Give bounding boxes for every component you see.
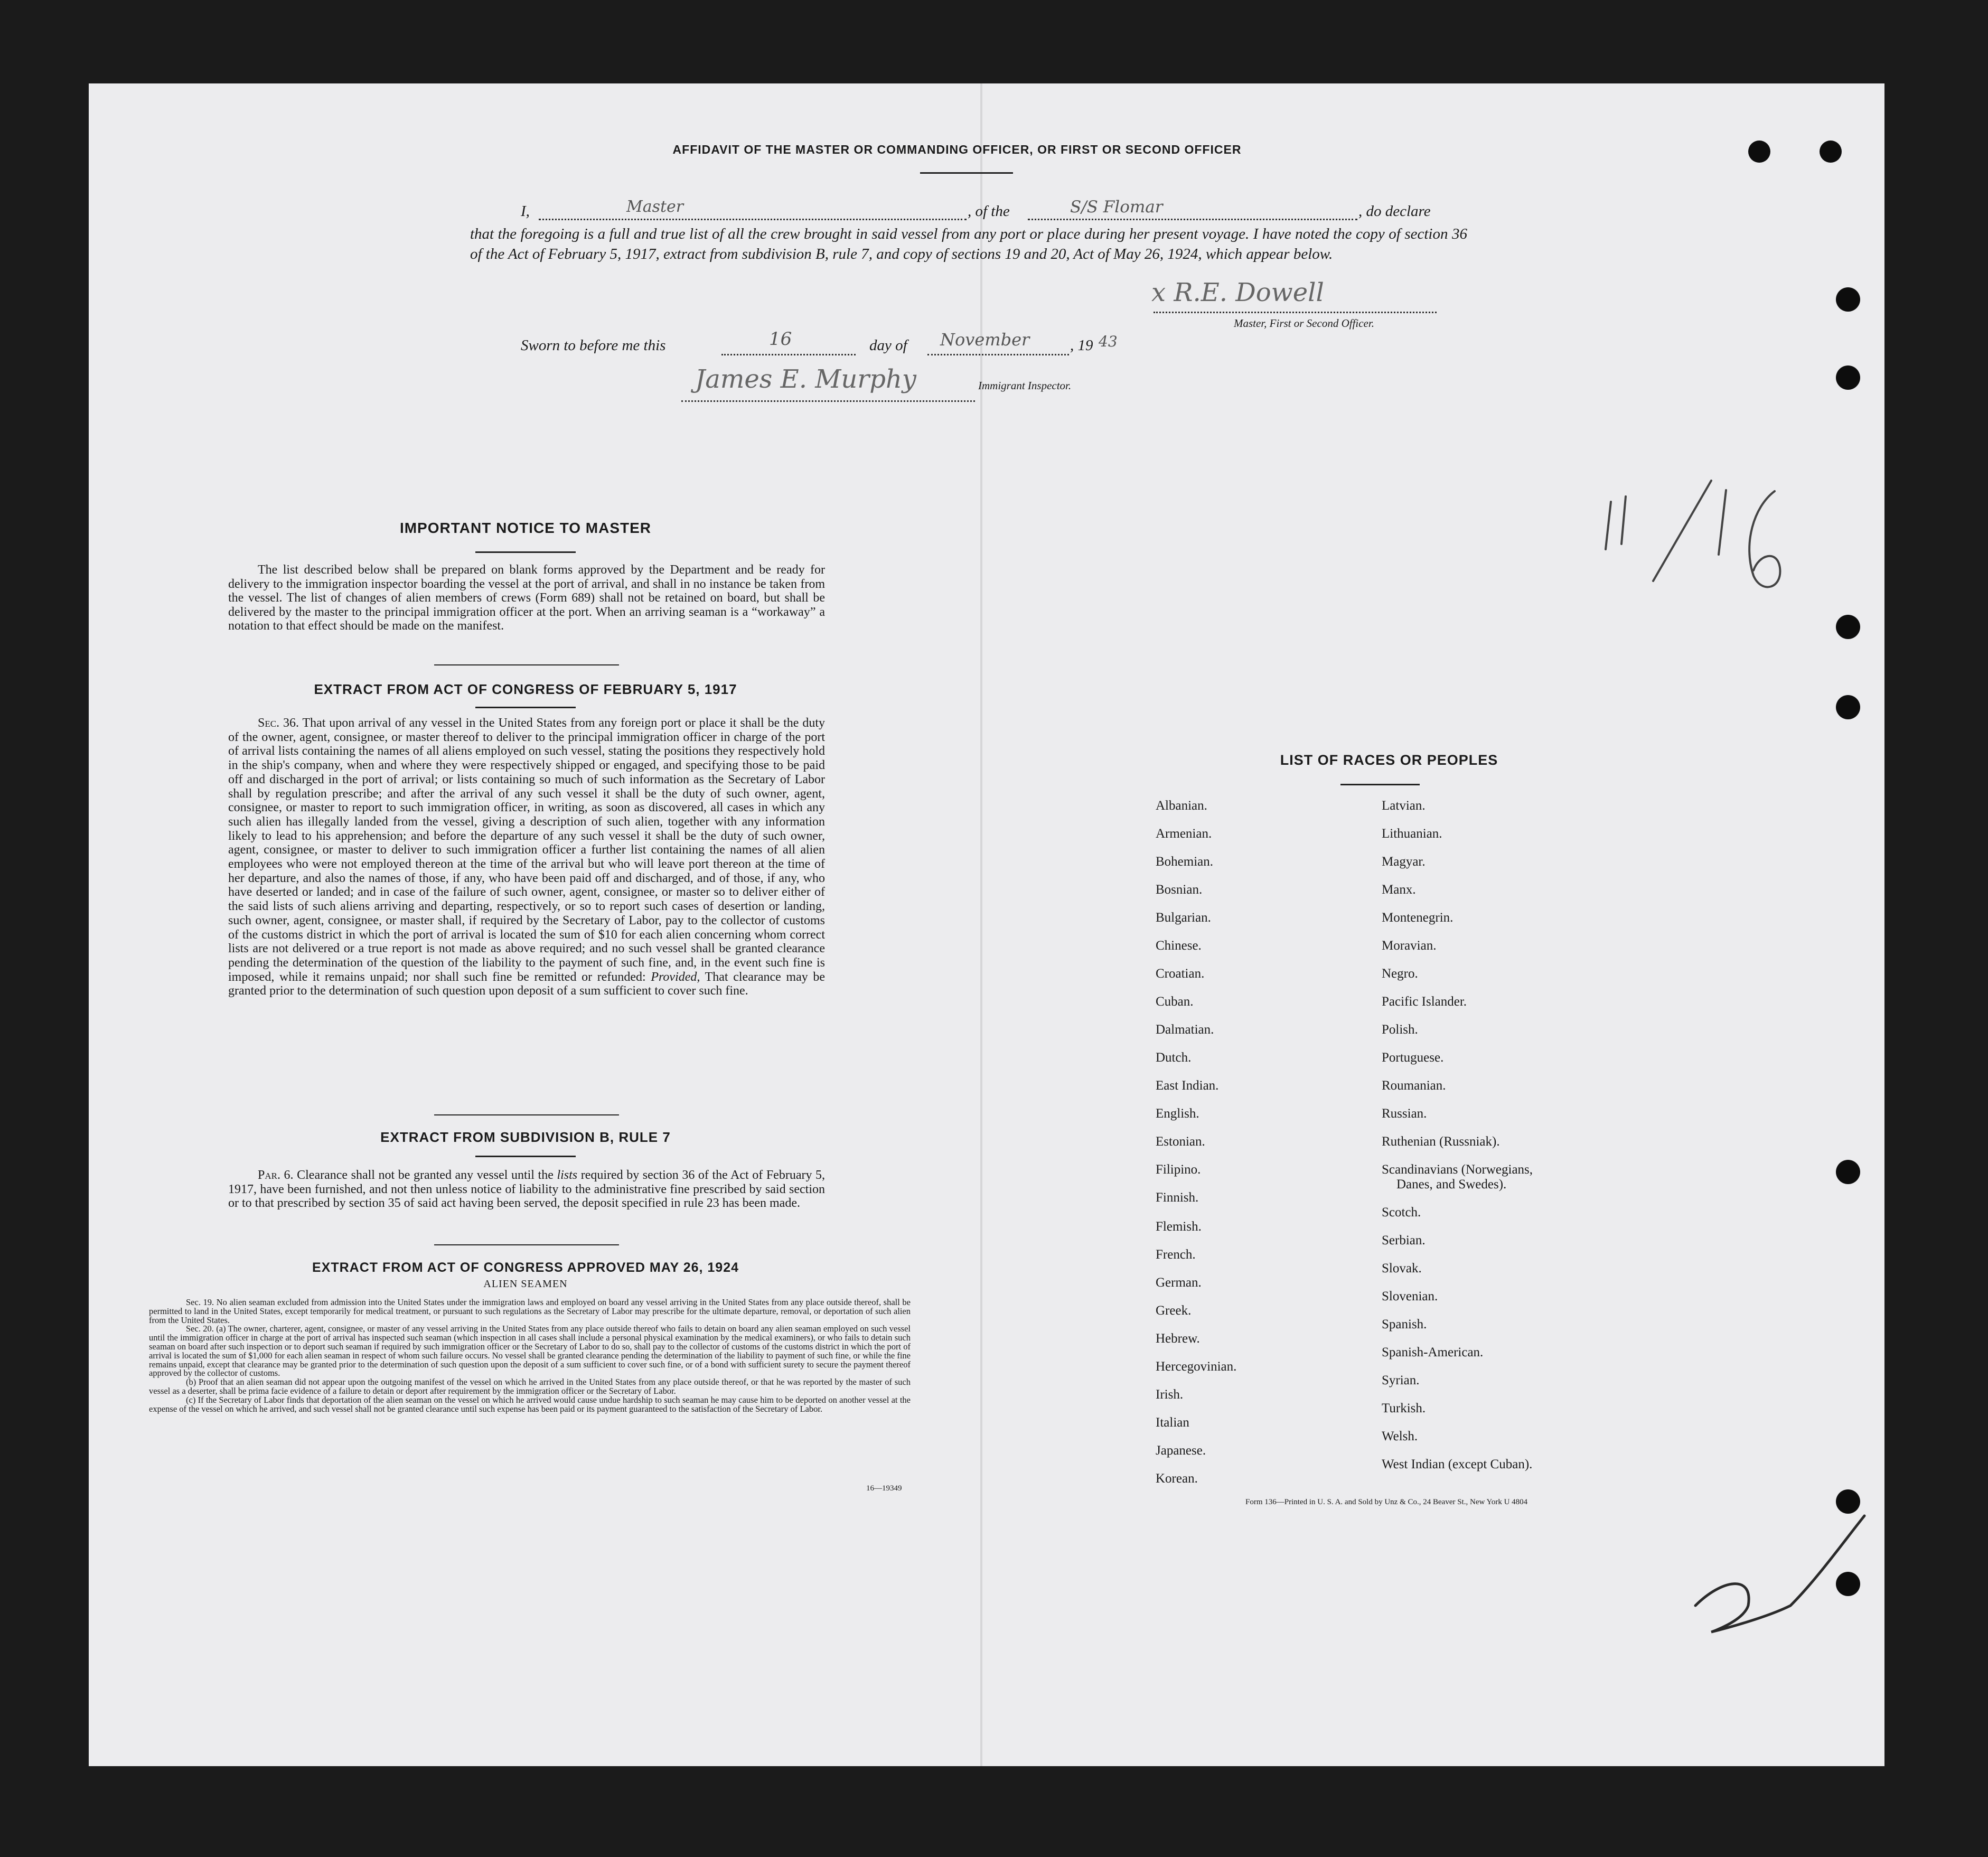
race-item: Scotch. [1382,1205,1421,1220]
section-rule [434,1244,619,1245]
vessel-handwritten: S/S Flomar [1070,198,1163,217]
race-item: Slovenian. [1382,1289,1438,1303]
race-item: Manx. [1382,883,1416,897]
name-dotted-line [539,219,967,220]
notice-title: IMPORTANT NOTICE TO MASTER [399,520,652,536]
section-36-text [228,716,825,998]
signature-line [1154,312,1437,313]
race-item: Dalmatian. [1156,1023,1214,1037]
notice-rule [475,551,576,553]
section-20a-text: Sec. 20. (a) The owner, charterer, agent, consignee, or master of any vessel arriving in the United States from any place outside thereof who fails to detain on board any alien seaman employed on such vessel until the immigration officer in charge at the port of arrival has inspected such seaman (which inspection in all cases shall include a personal physical examination by the medical examiners), or who fails to detain such seaman on board after such inspection or to deport such seaman if required by such immigration officer or the Secretary of Labor to do so, shall pay to the collector of customs of the customs district in which the port of arrival is located the sum of $1,000 for each alien seaman in respect of whom such failure occurs. No vessel shall be granted clearance pending the determination of the liability to payment of such fine, or while the fine remains unpaid, except that clearance may be granted prior to the determination of such question upon the deposit of a sum sufficient to cover such fine, or of a bond with sufficient surety to secure the payment thereof approved by the collector of customs. [149,1324,911,1378]
section-20b-text: (b) Proof that an alien seaman did not appear upon the outgoing manifest of the vessel on which he arrived in the United States from any place outside thereof, or that he was reported by the master of such vessel as a deserter, shall be prima facie evidence of a failure to detain or deport after requirement by the immigration officer or the Secretary of Labor. [149,1377,911,1396]
sworn-prefix: Sworn to before me this [521,337,666,354]
affidavit-body: that the foregoing is a full and true list of all the crew brought in said vessel from any port or place during her present voyage. I have noted the copy of section 36 of the Act of February 5, 1917, extract from subdivision B, rule 7, and copy of sections 19 and 20, Act of May 26, 1924, which appear below. [470,226,1467,262]
date-note-drawing [1600,475,1790,602]
race-item: Syrian. [1382,1373,1420,1387]
race-item: Bulgarian. [1156,911,1211,925]
section-rule [434,664,619,665]
race-item: Russian. [1382,1106,1427,1121]
alien-seamen-subtitle: ALIEN SEAMEN [483,1278,568,1290]
month-dotted-line [927,354,1069,355]
race-item: Montenegrin. [1382,911,1454,925]
label-of-the: , of the [968,203,1010,220]
race-item: Roumanian. [1382,1078,1446,1093]
race-item: Magyar. [1382,855,1426,869]
race-item: Italian [1156,1415,1189,1430]
punch-hole [1820,140,1842,163]
race-item: Japanese. [1156,1443,1206,1458]
race-item: Moravian. [1382,939,1437,953]
race-item: Ruthenian (Russniak). [1382,1134,1500,1149]
sworn-month: November [940,330,1030,350]
race-item: Welsh. [1382,1429,1418,1443]
punch-hole [1836,615,1860,639]
race-item: Irish. [1156,1387,1184,1402]
form-footer: Form 136—Printed in U. S. A. and Sold by Unz & Co., 24 Beaver St., New York U 4804 [1245,1498,1528,1506]
race-item: Albanian. [1156,799,1207,813]
sworn-year-prefix: , 19 [1070,337,1093,354]
sworn-year: 43 [1099,333,1118,350]
race-item: Turkish. [1382,1401,1426,1415]
punch-hole [1836,1160,1860,1184]
rule7-rule [475,1156,576,1157]
race-item: Cuban. [1156,995,1194,1009]
master-handwritten: Master [626,198,684,216]
label-i: I, [521,203,530,220]
race-item: Flemish. [1156,1220,1202,1234]
race-item: Greek. [1156,1303,1192,1318]
race-item: Slovak. [1382,1261,1422,1275]
extract-1917-rule [475,707,576,708]
inspector-line [681,400,975,402]
section-20c-text: (c) If the Secretary of Labor finds that deportation of the alien seaman on the vessel on which he arrived would cause undue hardship to such seaman he may cause him to be deported on another vessel at the expense of the vessel on which he arrived, and such vessel shall not be granted clearance until such expense has been paid or its payment guaranteed to the satisfaction of the Secretary of Labor. [149,1394,911,1414]
race-item: German. [1156,1275,1202,1290]
section-36-body: That upon arrival of any vessel in the United States from any foreign port or place it shall be the duty of the owner, agent, consignee, or master thereof to deliver to the principal immigration officer in charge of the port of arrival lists containing the names of all aliens employed on such vessel, stating the positions they respectively hold in the ship's company, when and where they were respectively shipped or engaged, and specifying those to be paid off and discharged in the port of arrival; or lists containing so much of such information as the Secretary of Labor shall by regulation prescribe; and after the arrival of any such vessel it shall be the duty of such owner, agent, consignee, or master to report to such immigration officer, in writing, as soon as discovered, all cases in which any such alien has illegally landed from the vessel, giving a description of such alien, together with any information likely to lead to his apprehension; and before the departure of any such vessel it shall be the duty of such owner, agent, consignee, or master to deliver to such immigration officer a further list containing the names of all alien employees who were not employed thereon at the time of the arrival but who will leave port thereon at the time of her departure, and also the names of those, if any, who have been paid off and discharged, and of those, if any, who have deserted or landed; and in case of the failure of such owner, agent, consignee, or master so to deliver either of the said lists of such aliens arriving and departing, respectively, or so to report such cases of desertion or landing, such owner, agent, consignee, or master shall, if required by the Secretary of Labor, pay to the collector of customs of the customs district in which the port of arrival is located the sum of $10 for each alien concerning whom correct lists are not delivered or a true report is not made as above required; and no such vessel shall be granted clearance pending the determination of the question of the liability to the payment of such fine, and, in the event such fine is imposed, while it remains unpaid; nor shall such fine be remitted or refunded: [228,716,825,984]
race-item: Scandinavians (Norwegians, [1382,1162,1533,1177]
par-6-body-a: Clearance shall not be granted any vessel until the [297,1168,554,1182]
race-item: Bosnian. [1156,883,1203,897]
race-item: Pacific Islander. [1382,995,1467,1009]
section-36-label: Sec. 36. [258,716,299,730]
corner-mark-drawing [1690,1500,1870,1648]
day-dotted-line [721,354,856,355]
date-note-text [1600,475,1601,476]
races-title: LIST OF RACES OR PEOPLES [1280,752,1498,768]
corner-mark-2 [1690,1500,1870,1650]
punch-hole [1836,695,1860,719]
sworn-day-of: day of [869,337,907,354]
label-do-declare: , do declare [1358,203,1431,220]
rule7-title: EXTRACT FROM SUBDIVISION B, RULE 7 [380,1129,671,1145]
race-item: English. [1156,1106,1199,1121]
race-item: Polish. [1382,1023,1418,1037]
race-item: Finnish. [1156,1190,1199,1205]
races-rule [1340,784,1420,785]
affidavit-line-1 [521,198,1466,224]
extract-1924-title: EXTRACT FROM ACT OF CONGRESS APPROVED MAY 26, 1924 [312,1260,739,1275]
sworn-day: 16 [769,329,792,350]
race-item: West Indian (except Cuban). [1382,1457,1533,1471]
race-item: Danes, and Swedes). [1396,1177,1507,1192]
section-19-20-text [149,1298,911,1413]
race-item: Negro. [1382,967,1418,981]
extract-1917-title: EXTRACT FROM ACT OF CONGRESS OF FEBRUARY 5, 1917 [314,681,737,697]
race-item: Bohemian. [1156,855,1214,869]
par-6-label: Par. 6. [258,1168,294,1182]
inspector-signature: James E. Murphy [695,364,916,394]
race-item: Armenian. [1156,827,1212,841]
race-item: Hebrew. [1156,1331,1200,1346]
race-item: Portuguese. [1382,1051,1444,1065]
race-item: Hercegovinian. [1156,1359,1237,1374]
vessel-dotted-line [1028,219,1357,220]
master-signature: x R.E. Dowell [1151,278,1324,307]
race-item: Dutch. [1156,1051,1192,1065]
paragraph-6-text [228,1168,825,1211]
lists-word: lists [557,1168,578,1182]
section-19-text: Sec. 19. No alien seaman excluded from admission into the United States under the immigration laws and employed on board any vessel arriving in the United States from any place outside thereof, shall be permitted to land in the United States, except temporarily for medical treatment, or pursuant to such regulations as the Secretary of Labor may prescribe for the ultimate departure, removal, or deportation of such alien from the United States. [149,1297,911,1325]
section-rule [434,1114,619,1115]
race-item: Spanish-American. [1382,1345,1484,1359]
race-item: Spanish. [1382,1317,1427,1331]
race-item: Latvian. [1382,799,1426,813]
inspector-caption: Immigrant Inspector. [978,379,1072,392]
provided-word: Provided, [651,970,700,984]
signature-caption: Master, First or Second Officer. [1234,317,1374,330]
race-item: Estonian. [1156,1134,1205,1149]
par-6-body-b: required by section 36 of the Act of February 5, 1917, have been furnished, and not then unless notice of liability to the administrative fine prescribed by said section or to that prescribed by section 35 of said act having been served, the deposit specified in rule 23 has been made. [228,1168,826,1211]
race-item: Korean. [1156,1471,1198,1486]
race-item: French. [1156,1248,1196,1262]
race-item: Lithuanian. [1382,827,1442,841]
race-item: Filipino. [1156,1162,1201,1177]
punch-hole [1748,140,1770,163]
races-right-column [1382,799,1603,1485]
races-left-column [1156,799,1356,1499]
affidavit-title: AFFIDAVIT OF THE MASTER OR COMMANDING OFFICER, OR FIRST OR SECOND OFFICER [672,143,1242,156]
race-item: Chinese. [1156,939,1202,953]
section-36-body-end: That clearance may be granted prior to the determination of such question upon deposit of a sum sufficient to cover such fine. [228,970,826,998]
sworn-line [521,329,1181,359]
notice-body: The list described below shall be prepared on blank forms approved by the Department and be ready for delivery to the immigration inspector boarding the vessel at the port of arrival, and shall in no instance be taken from the vessel. The list of changes of alien members of crews (Form 689) shall not be retained on board, but shall be delivered by the master to the principal immigration officer at the port. When an arriving seaman is a “workaway” a notation to that effect should be made on the manifest. [228,563,825,633]
race-item: Croatian. [1156,967,1205,981]
date-note-11-16 [1600,475,1790,605]
print-code: 16—19349 [866,1484,902,1493]
punch-hole [1836,287,1860,312]
race-item: Serbian. [1382,1233,1426,1248]
punch-hole [1836,365,1860,390]
title-rule [920,172,1013,174]
race-item: East Indian. [1156,1078,1219,1093]
